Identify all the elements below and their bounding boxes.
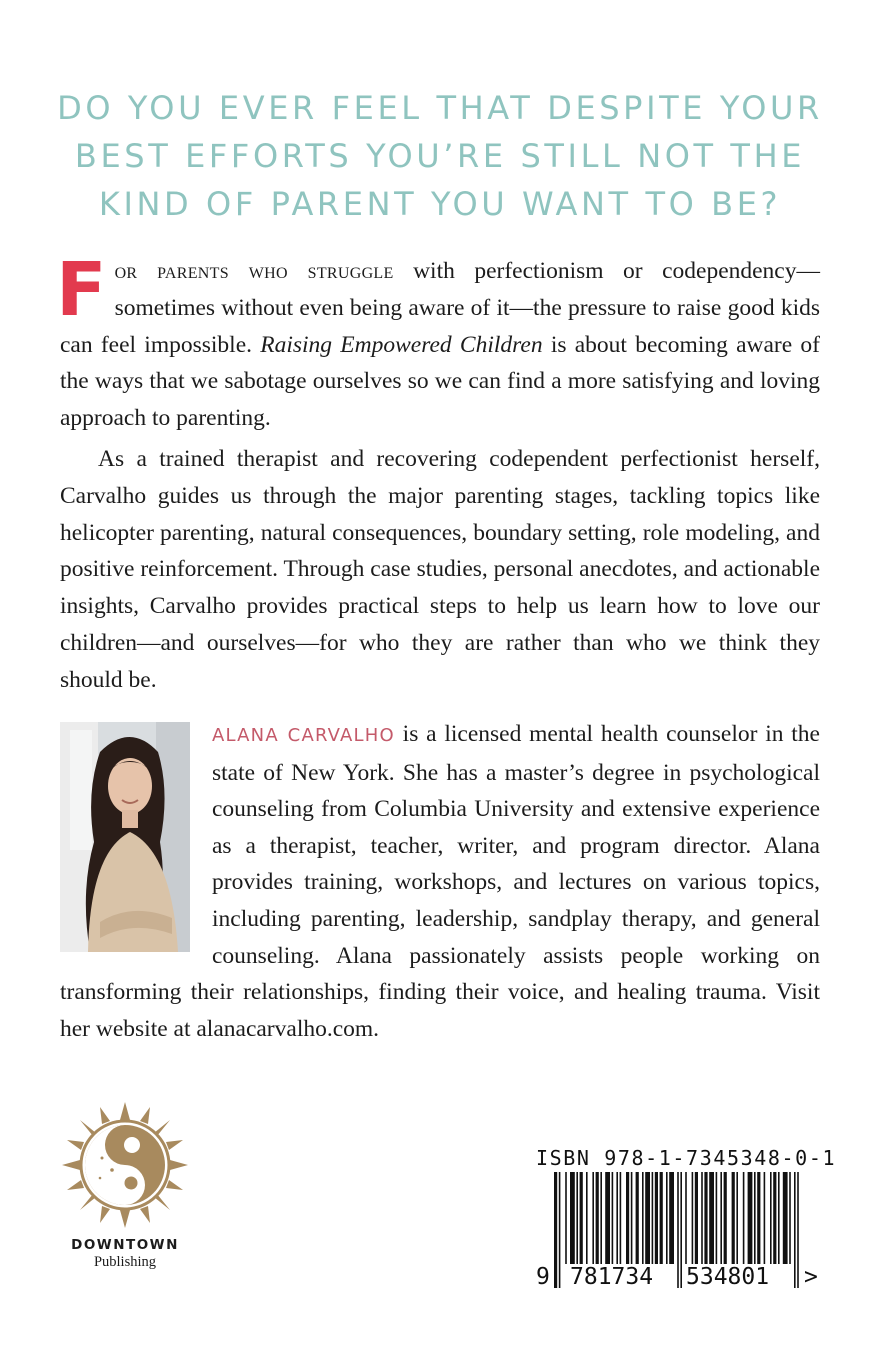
- book-title: Raising Empowered Children: [260, 331, 543, 358]
- barcode-bar: [692, 1172, 694, 1264]
- headline-line-1: DO YOU EVER FEEL THAT DESPITE YOUR: [57, 89, 823, 127]
- barcode-bar: [612, 1172, 614, 1264]
- second-paragraph: As a trained therapist and recovering codependent perfectionist herself, Carvalho guides us through the major parenting stages, tackling topics like helicopter parenting, natural consequences, boundary setting, role modeling, and positive reinforcement. Through case studies, personal anecdotes, and actionable insights, Carvalho provides practical steps to help us learn how to love our children—and ourselves—for who they are rather than who we think they should be.: [60, 445, 820, 693]
- barcode-bar: [732, 1172, 735, 1264]
- author-photo: [60, 722, 190, 952]
- headline-line-2: BEST EFFORTS YOU’RE STILL NOT THE: [74, 137, 806, 175]
- barcode-digit-group-2: 534801: [686, 1264, 770, 1290]
- publisher-subtitle: Publishing: [93, 1254, 157, 1270]
- barcode-digit-group-1: 781734: [570, 1264, 654, 1290]
- drop-cap: F: [56, 247, 107, 333]
- barcode-bar: [669, 1172, 674, 1264]
- barcode-bar: [565, 1172, 567, 1264]
- barcode-bar: [645, 1172, 650, 1264]
- barcode-bar: [685, 1172, 687, 1264]
- barcode-bar: [666, 1172, 668, 1264]
- barcode-bar: [704, 1172, 707, 1264]
- author-bio-text: is a licensed mental health counselor in the state of New York. She has a master’s degree in psychological counseling from Columbia University and extensive experience as a therapist, teacher, writer, and program director. Alana provides training, workshops, and lectures on various topics, including parenting, leadership, sandplay therapy, and general counseling. Alana passionately assists people working on transforming their relationships, finding their voice, and healing trauma. Visit her website at alanacarvalho.com.: [60, 721, 820, 1042]
- barcode-digit-suffix: >: [804, 1264, 818, 1290]
- isbn-barcode: [536, 1146, 837, 1306]
- barcode-bar: [586, 1172, 588, 1264]
- barcode-bar: [770, 1172, 772, 1264]
- barcode-bar: [757, 1172, 760, 1264]
- headline-line-3: KIND OF PARENT YOU WANT TO BE?: [98, 185, 782, 223]
- barcode-bar: [701, 1172, 703, 1264]
- cover-headline: [40, 84, 840, 228]
- barcode-bar: [600, 1172, 602, 1264]
- isbn-label: ISBN 978-1-7345348-0-1: [536, 1146, 837, 1170]
- author-name: ALANA CARVALHO: [212, 725, 395, 746]
- barcode-bar: [570, 1172, 575, 1264]
- intro-text-b: is about becoming aware of the ways that we sabotage ourselves so we can find a more satisfying and loving approach to parenting.: [60, 331, 820, 432]
- intro-paragraph: [56, 247, 820, 437]
- barcode-bar: [605, 1172, 610, 1264]
- barcode-bar: [636, 1172, 639, 1264]
- barcode-bar: [724, 1172, 727, 1264]
- publisher-name: DOWNTOWN: [71, 1237, 179, 1253]
- barcode-bar: [789, 1172, 791, 1264]
- barcode-bar: [580, 1172, 583, 1264]
- intro-lead: or parents who struggle: [114, 258, 394, 284]
- barcode-bar: [709, 1172, 714, 1264]
- barcode-bar: [620, 1172, 622, 1264]
- intro-text-a: with perfectionism or codependency—sometimes without even being aware of it—the pressure to raise good kids can feel impossible.: [60, 258, 820, 358]
- author-photo-illustration: [60, 722, 190, 952]
- barcode-bar: [616, 1172, 618, 1264]
- barcode-digits: [536, 1264, 822, 1290]
- barcode-bar: [748, 1172, 753, 1264]
- barcode-bar: [596, 1172, 599, 1264]
- barcode-bar: [655, 1172, 658, 1264]
- barcode-bar: [743, 1172, 745, 1264]
- description: [56, 247, 820, 699]
- barcode-bar: [652, 1172, 654, 1264]
- barcode-bar: [778, 1172, 780, 1264]
- barcode-bar: [592, 1172, 594, 1264]
- barcode-bar: [754, 1172, 756, 1264]
- barcode-bar: [626, 1172, 629, 1264]
- sun-yin-yang-icon: [60, 1100, 190, 1230]
- barcode-bar: [631, 1172, 633, 1264]
- author-bio: [60, 716, 820, 1047]
- barcode-bar: [642, 1172, 644, 1264]
- barcode-bar: [716, 1172, 718, 1264]
- publisher-logo: [60, 1100, 190, 1275]
- barcode-bar: [660, 1172, 663, 1264]
- barcode-bar: [720, 1172, 722, 1264]
- barcode-bar: [695, 1172, 698, 1264]
- barcode-bar: [783, 1172, 788, 1264]
- barcode-bar: [773, 1172, 776, 1264]
- barcode-bar: [576, 1172, 578, 1264]
- barcode-bar: [736, 1172, 738, 1264]
- barcode-digit-prefix: 9: [536, 1264, 550, 1290]
- barcode-bar: [764, 1172, 766, 1264]
